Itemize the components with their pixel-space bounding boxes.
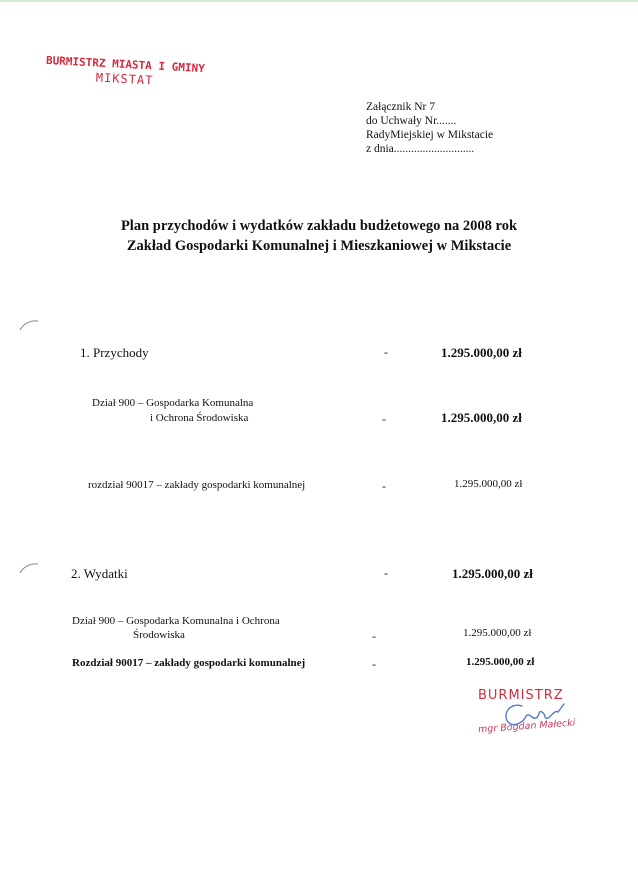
margin-mark-upper — [18, 318, 40, 332]
header-line-council: RadyMiejskiej w Mikstacie — [366, 129, 494, 141]
stamp-title: BURMISTRZ — [478, 688, 564, 703]
page-top-edge — [0, 0, 638, 2]
income-section-line-2: i Ochrona Środowiska — [150, 412, 249, 424]
stamp-name: mgr Bogdan Małecki — [477, 717, 576, 736]
expenses-section-dash: - — [372, 629, 376, 643]
header-line-attachment: Załącznik Nr 7 — [366, 101, 435, 113]
margin-mark-lower — [18, 561, 40, 575]
expenses-total: 1.295.000,00 zł — [452, 566, 533, 581]
expenses-section-amount: 1.295.000,00 zł — [463, 627, 532, 639]
expenses-dash: - — [384, 566, 388, 580]
income-chapter: rozdział 90017 – zakłady gospodarki komunalnej — [88, 479, 306, 491]
income-dash: - — [384, 345, 388, 359]
expenses-chapter-amount: 1.295.000,00 zł — [466, 656, 535, 668]
income-heading: 1. Przychody — [80, 345, 149, 360]
income-chapter-amount: 1.295.000,00 zł — [454, 478, 523, 490]
income-section-dash: - — [382, 412, 386, 426]
header-line-date: z dnia............................ — [366, 143, 475, 155]
expenses-heading: 2. Wydatki — [71, 566, 128, 581]
expenses-section-line-2: Środowiska — [133, 629, 185, 641]
stamp-line-1: BURMISTRZ MIASTA I GMINY — [45, 53, 206, 76]
title-line-2: Zakład Gospodarki Komunalnej i Mieszkaniowej w Mikstacie — [126, 238, 512, 254]
mayor-office-stamp — [39, 54, 210, 91]
header-line-resolution: do Uchwały Nr....... — [366, 115, 457, 127]
handwritten-signature — [500, 700, 570, 732]
income-total: 1.295.000,00 zł — [441, 345, 522, 360]
income-section-amount: 1.295.000,00 zł — [441, 410, 522, 425]
income-section-line-1: Dział 900 – Gospodarka Komunalna — [92, 397, 254, 409]
expenses-chapter-dash: - — [372, 657, 376, 671]
expenses-chapter: Rozdział 90017 – zakłady gospodarki komunalnej — [72, 657, 306, 669]
document-title — [0, 216, 638, 256]
stamp-line-2: MIKSTAT — [95, 70, 154, 88]
expenses-section-line-1: Dział 900 – Gospodarka Komunalna i Ochrona — [72, 615, 280, 627]
title-line-1: Plan przychodów i wydatków zakładu budżetowego na 2008 rok — [120, 218, 518, 234]
income-chapter-dash: - — [382, 479, 386, 493]
attachment-header — [366, 100, 493, 156]
